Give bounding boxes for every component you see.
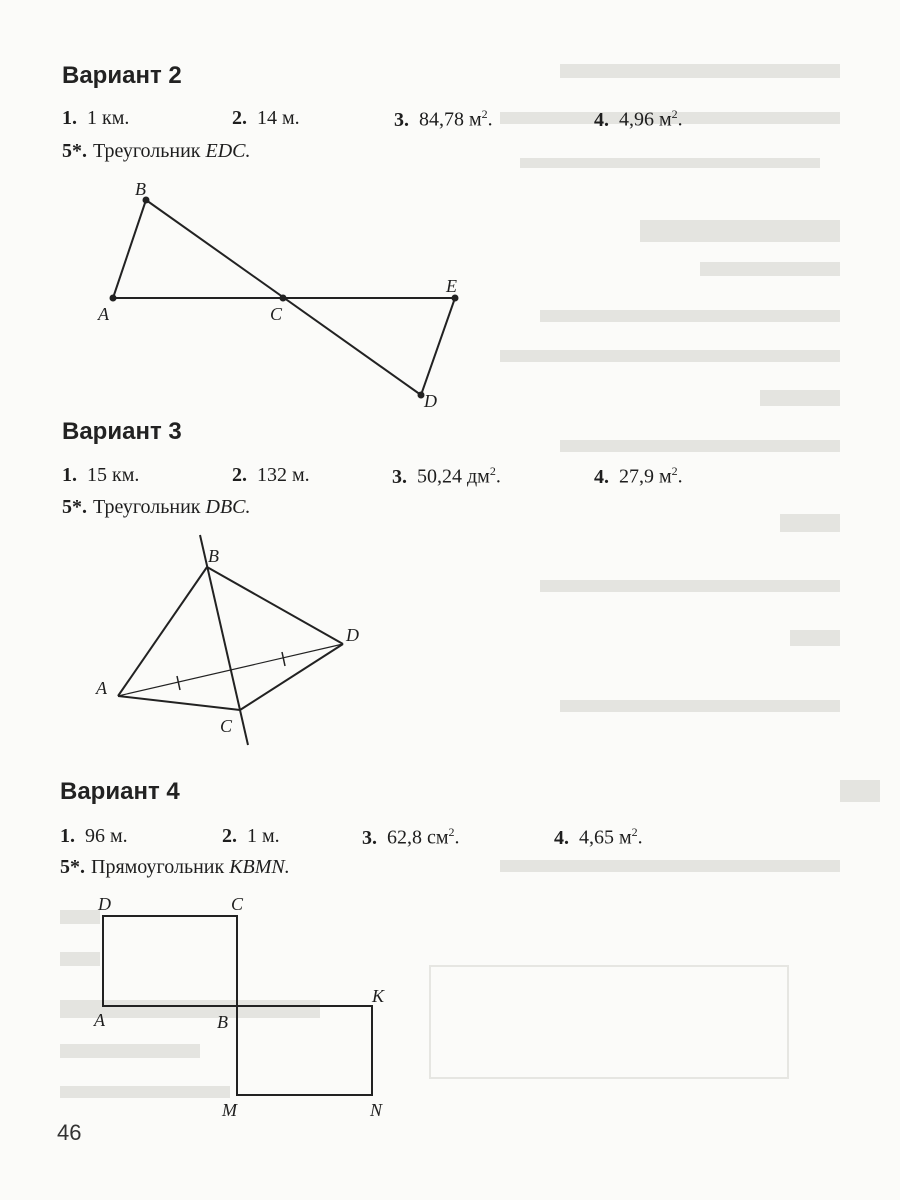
answer-number: 4.: [594, 108, 609, 131]
answer-number: 3.: [362, 826, 377, 849]
label-C: C: [220, 716, 233, 736]
answer-value: 96 м.: [85, 825, 128, 847]
answer-tail: .: [677, 108, 683, 131]
task-number: 5*.: [62, 140, 87, 162]
task-number: 5*.: [62, 496, 87, 518]
label-M: M: [222, 1100, 237, 1120]
label-A: A: [94, 1010, 105, 1030]
answer-value: 14 м.: [257, 107, 300, 129]
label-D: D: [98, 894, 111, 914]
variant-4-title: Вариант 4: [60, 778, 180, 805]
answer-exponent: 2: [489, 464, 496, 478]
answer-exponent: 2: [631, 825, 638, 839]
answer-exponent: 2: [671, 464, 678, 478]
rectangle-KBMN: [237, 1006, 372, 1095]
answer-tail: .: [637, 826, 643, 849]
answer-value: 1 км.: [87, 107, 130, 129]
answer-value: 4,96 м: [619, 108, 672, 131]
label-A: A: [98, 304, 109, 324]
answer-value: 27,9 м: [619, 465, 672, 488]
answer-number: 3.: [394, 108, 409, 131]
answer-tail: .: [495, 465, 501, 488]
label-C: C: [231, 894, 244, 914]
task-text: Прямоугольник: [91, 856, 225, 878]
answer-exponent: 2: [671, 107, 678, 121]
task-number: 5*.: [60, 856, 85, 878]
answer-value: 132 м.: [257, 464, 310, 486]
task-figure-name: EDC.: [205, 140, 251, 162]
page-number: 46: [57, 1120, 82, 1145]
answer-number: 4.: [554, 826, 569, 849]
label-C: C: [270, 304, 283, 324]
variant-3-title: Вариант 3: [62, 418, 182, 445]
answer-tail: .: [454, 826, 460, 849]
answer-value: 1 м.: [247, 825, 280, 847]
label-D: D: [424, 391, 437, 411]
answer-number: 3.: [392, 465, 407, 488]
answer-number: 2.: [222, 825, 237, 847]
label-B: B: [208, 546, 219, 566]
answer-tail: .: [487, 108, 493, 131]
task-figure-name: KBMN.: [229, 856, 290, 878]
task-figure-name: DBC.: [205, 496, 251, 518]
answer-number: 2.: [232, 464, 247, 486]
answer-value: 50,24 дм: [417, 465, 490, 488]
task-text: Треугольник: [93, 496, 201, 518]
answer-value: 15 км.: [87, 464, 140, 486]
answer-number: 1.: [62, 464, 77, 486]
label-B: B: [135, 179, 146, 199]
label-E: E: [446, 276, 457, 296]
answer-exponent: 2: [481, 107, 488, 121]
answer-exponent: 2: [448, 825, 455, 839]
task-text: Треугольник: [93, 140, 201, 162]
answer-number: 1.: [60, 825, 75, 847]
answer-value: 62,8 см: [387, 826, 449, 849]
label-K: K: [372, 986, 385, 1006]
variant-2-title: Вариант 2: [62, 62, 182, 89]
answer-value: 4,65 м: [579, 826, 632, 849]
answer-number: 1.: [62, 107, 77, 129]
answer-number: 4.: [594, 465, 609, 488]
label-D: D: [346, 625, 359, 645]
answer-number: 2.: [232, 107, 247, 129]
answer-tail: .: [677, 465, 683, 488]
answer-value: 84,78 м: [419, 108, 482, 131]
label-A: A: [96, 678, 107, 698]
rectangle-ABCD: [103, 916, 237, 1006]
label-B: B: [217, 1012, 228, 1032]
label-N: N: [370, 1100, 383, 1120]
